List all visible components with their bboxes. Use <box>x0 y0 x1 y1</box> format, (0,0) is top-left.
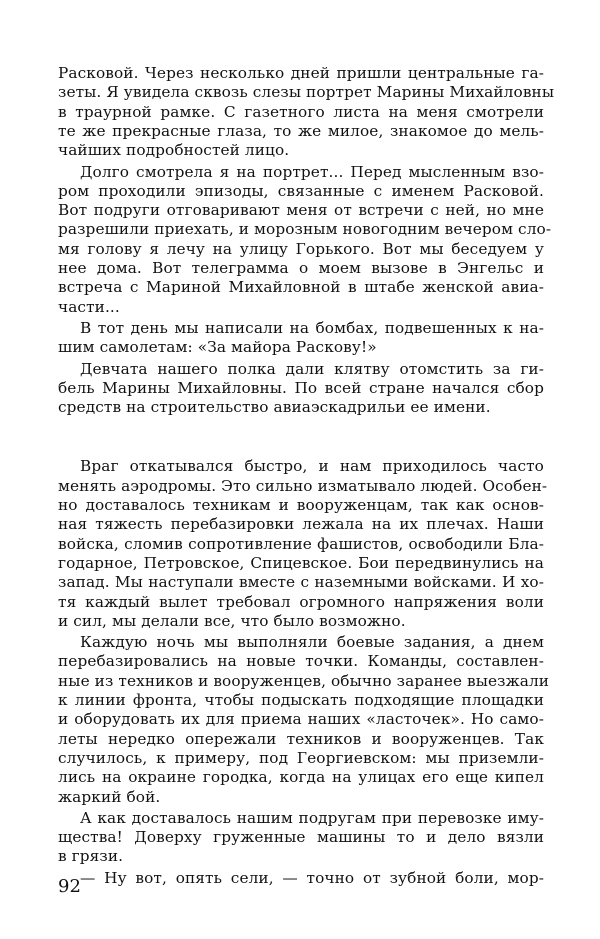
text-line: тя каждый вылет требовал огромного напряжения воли <box>58 592 544 611</box>
text-line: чайших подробностей лицо. <box>58 141 290 160</box>
text-line: жаркий бой. <box>58 787 161 806</box>
text-line: — Ну вот, опять сели, — точно от зубной боли, мор- <box>80 868 544 887</box>
text-line: менять аэродромы. Это сильно изматывало людей. Особен- <box>58 476 548 495</box>
text-line: но доставалось техникам и вооруженцам, так как основ- <box>58 496 544 514</box>
text-line: и сил, мы делали все, что было возможно. <box>58 611 406 630</box>
text-line: в траурной рамке. С газетного листа на меня смотрели <box>58 102 544 121</box>
text-line: Расковой. Через несколько дней пришли центральные га- <box>58 64 544 82</box>
text-line: те же прекрасные глаза, то же милое, знакомое до мель- <box>58 121 544 140</box>
text-line: нее дома. Вот телеграмма о моем вызове в Энгельс и <box>58 259 544 277</box>
text-line: войска, сломив сопротивление фашистов, освободили Бла- <box>58 534 544 553</box>
text-line: средств на строительство авиаэскадрильи ее имени. <box>58 398 491 417</box>
text-line: леты нередко опережали техников и вооруженцев. Так <box>58 729 544 748</box>
text-line: лись на окраине городка, когда на улицах его еще кипел <box>58 768 544 787</box>
page-number: 92 <box>58 876 81 897</box>
text-line: к линии фронта, чтобы подыскать подходящие площадки <box>58 691 544 709</box>
text-line: зеты. Я увидела сквозь слезы портрет Марины Михайловны <box>58 83 555 102</box>
text-line: щества! Доверху груженные машины то и дело вязли <box>58 828 544 847</box>
text-line: перебазировались на новые точки. Команды, составлен- <box>58 652 544 671</box>
text-line: Девчата нашего полка дали клятву отомстить за ги- <box>80 359 544 378</box>
text-line: ные из техников и вооруженцев, обычно заранее выезжали <box>58 671 550 690</box>
text-line: случилось, к примеру, под Георгиевском: мы приземли- <box>58 748 544 767</box>
text-line: в грязи. <box>58 847 124 866</box>
text-line: Враг откатывался быстро, и нам приходилось часто <box>80 457 544 476</box>
text-line: А как доставалось нашим подругам при перевозке иму- <box>80 808 544 827</box>
text-line: В тот день мы написали на бомбах, подвешенных к на- <box>80 318 544 337</box>
text-line: шим самолетам: «За майора Раскову!» <box>58 338 377 357</box>
text-line: мя голову я лечу на улицу Горького. Вот мы беседуем у <box>58 239 544 258</box>
text-line: Долго смотрела я на портрет... Перед мысленным взо- <box>80 162 544 181</box>
text-line: и оборудовать их для приема наших «ласточек». Но само- <box>58 710 544 729</box>
text-line: части... <box>58 297 120 316</box>
text-line: запад. Мы наступали вместе с наземными войсками. И хо- <box>58 573 544 592</box>
text-line: годарное, Петровское, Спицевское. Бои передвинулись на <box>58 553 544 572</box>
text-line: бель Марины Михайловны. По всей стране начался сбор <box>58 378 544 397</box>
text-line: Вот подруги отговаривают меня от встречи с ней, но мне <box>58 201 544 220</box>
text-line: ром проходили эпизоды, связанные с именем Расковой. <box>58 181 544 200</box>
text-line: ная тяжесть перебазировки лежала на их плечах. Наши <box>58 515 544 534</box>
text-line: встреча с Мариной Михайловной в штабе женской авиа- <box>58 278 544 297</box>
text-line: Каждую ночь мы выполняли боевые задания, а днем <box>80 633 544 652</box>
text-line: разрешили приехать, и морозным новогодним вечером сло- <box>58 220 552 239</box>
